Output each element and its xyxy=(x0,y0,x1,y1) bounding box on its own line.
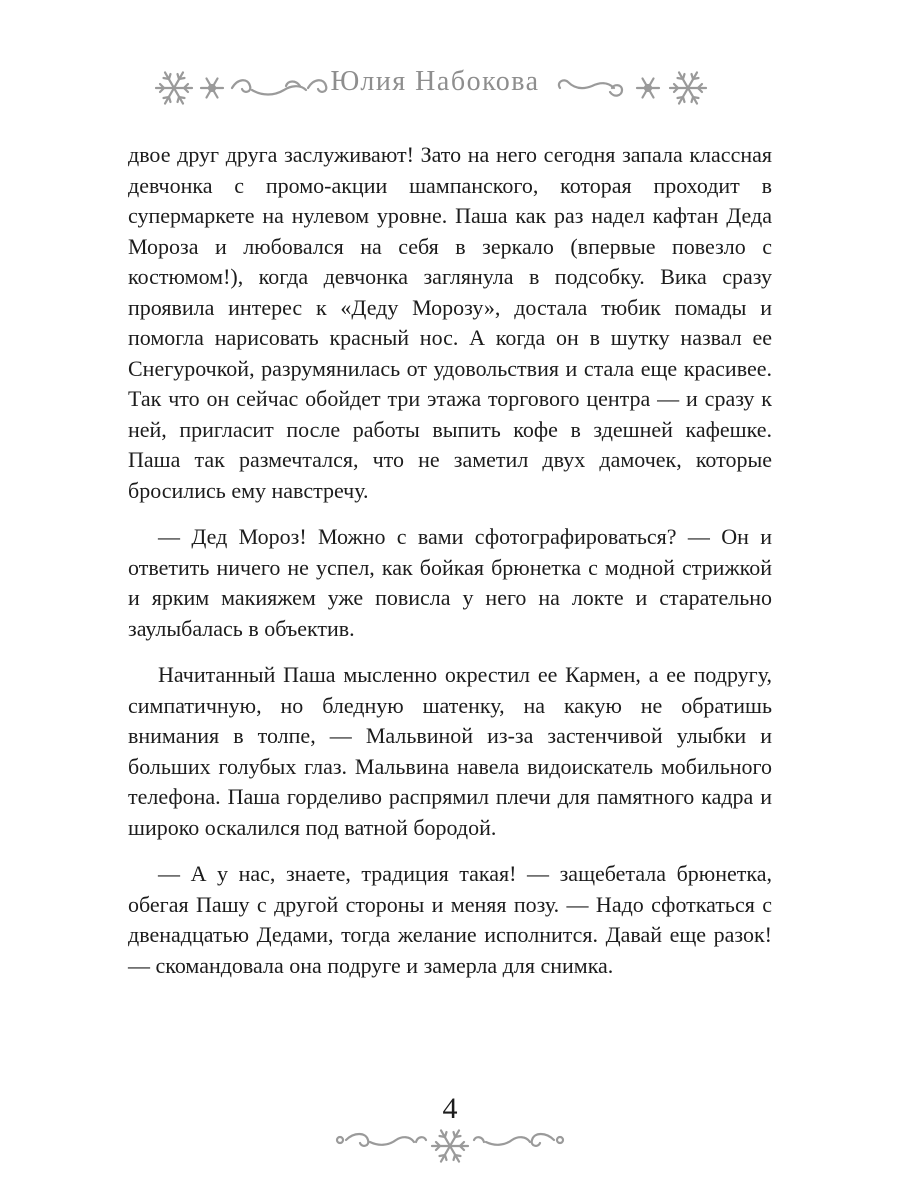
running-header xyxy=(0,56,900,120)
paragraph: Начитанный Паша мысленно окрестил ее Кармен, а ее подругу, симпатичную, но бледную шатенку, на какую не обратишь внимания в толпе, — Мальвиной из-за застенчивой улыбки и больших голубых глаз. Мальвина навела видоискатель мобильного телефона. Паша горделиво распрямил плечи для памятного кадра и широко оскалился под ватной бородой. xyxy=(128,662,772,840)
snowflake-icon xyxy=(432,1130,468,1161)
body-text xyxy=(128,140,772,981)
page-number: 4 xyxy=(442,1092,458,1125)
paragraph: двое друг друга заслуживают! Зато на него сегодня запала классная девчонка с промо-акции шампанского, которая проходит в супермаркете на нулевом уровне. Паша как раз надел кафтан Деда Мороза и любовался на себя в зеркало (впервые повезло с костюмом!), когда девчонка заглянула в подсобку. Вика сразу проявила интерес к «Деду Морозу», достала тюбик помады и помогла нарисовать красный нос. А когда он в шутку назвал ее Снегурочкой, разрумянилась от удовольствия и стала еще красивее. Так что он сейчас обойдет три этажа торгового центра — и сразу к ней, пригласит после работы выпить кофе в здешней кафешке. Паша так размечтался, что не заметил двух дамочек, которые бросились ему навстречу. xyxy=(128,142,772,503)
header-ornament-right xyxy=(552,56,722,120)
page-footer xyxy=(0,1092,900,1172)
snowflake-small-icon xyxy=(201,79,223,98)
paragraph: — Дед Мороз! Можно с вами сфотографироваться? — Он и ответить ничего не успел, как бойкая брюнетка с модной стрижкой и ярким макияжем уже повисла у него на локте и старательно заулыбалась в объектив. xyxy=(128,524,772,641)
snowflake-icon xyxy=(670,72,706,103)
author-name-header: Юлия Набокова xyxy=(330,66,540,97)
footer-ornament xyxy=(330,1126,570,1176)
snowflake-small-icon xyxy=(637,79,659,98)
paragraph: — А у нас, знаете, традиция такая! — защебетала брюнетка, обегая Пашу с другой стороны и меняя позу. — Надо сфоткаться с двенадцатью Дедами, тогда желание исполнится. Давай еще разок! — скомандовала она подруге и замерла для снимка. xyxy=(128,861,772,978)
snowflake-icon xyxy=(156,72,192,103)
